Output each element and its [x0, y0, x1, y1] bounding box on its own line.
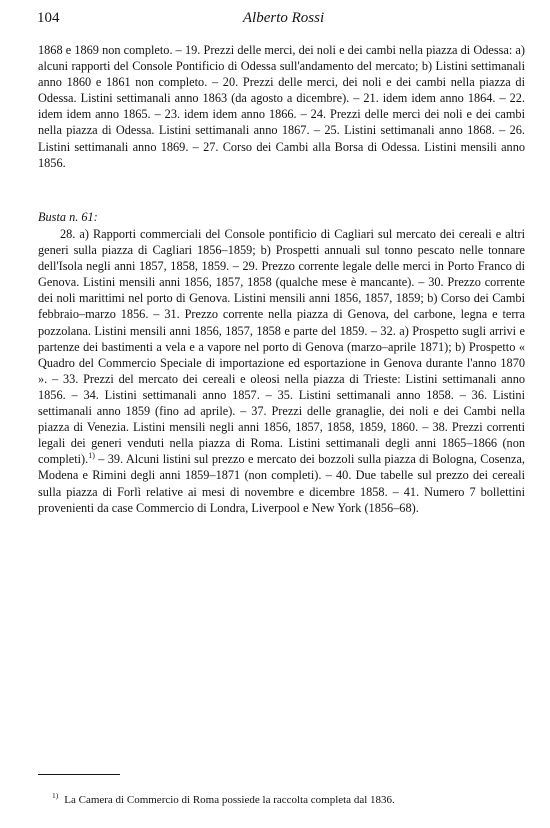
- body-paragraph: [38, 42, 525, 171]
- running-head: [37, 10, 530, 32]
- page-number: 104: [37, 10, 60, 26]
- footnote-reference[interactable]: 1): [88, 451, 95, 461]
- body-paragraph: [38, 226, 525, 516]
- paragraph-text-continued: – 39. Alcuni listini sul prezzo e mercato dei bozzoli sulla piazza di Bologna, Cosenza, Modena e Rimini degli anni 1859–1871 (non completi). – 40. Due tabelle sul prezzo dei cereali sulla piazza di Forlì relative ai mesi di novembre e dicembre 1858. – 41. Numero 7 bollettini provenienti da case Commercio di Londra, Liverpool e New York (1856–68).: [38, 452, 525, 515]
- paragraph-text: 1868 e 1869 non completo. – 19. Prezzi delle merci, dei noli e dei cambi nella piazza di Odessa: a) alcuni rapporti del Console Pontificio di Odessa sull'andamento del mercato; b) Listini settimanali anno 1860 e 1861 non completo. – 20. Prezzi delle merci, dei noli e dei cambi nella piazza di Odessa. Listini settimanali anno 1863 (da agosto a dicembre). – 21. idem idem anno 1864. – 22. idem idem anno 1865. – 23. idem idem anno 1866. – 24. Prezzi delle merci dei noli e dei cambi nella piazza di Odessa. Listini settimanali anno 1867. – 25. Listini settimanali anno 1868. – 26. Listini settimanali anno 1869. – 27. Corso dei Cambi alla Borsa di Odessa. Listini mensili anno 1856.: [38, 43, 525, 170]
- footnote: [52, 793, 512, 807]
- footnote-text: La Camera di Commercio di Roma possiede la raccolta completa dal 1836.: [64, 794, 395, 806]
- section-label: Busta n. 61:: [38, 210, 98, 224]
- footnote-divider: [38, 774, 120, 775]
- running-title: Alberto Rossi: [242, 10, 325, 26]
- paragraph-text: 28. a) Rapporti commerciali del Console pontificio di Cagliari sul mercato dei cereali e altri generi sulla piazza di Cagliari 1856–1859; b) Prospetti annuali sul tonno pescato nelle tonnare dell'Isola negli anni 1857, 1858, 1859. – 29. Prezzo corrente legale delle merci in Porto Franco di Genova. Listini mensili anni 1856, 1857, 1858 (qualche mese è mancante). – 30. Prezzo corrente dei noli marittimi nel porto di Genova. Listini mensili anni 1856, 1857, 1859; b) Corso dei Cambi febbraio–marzo 1856. – 31. Prezzo corrente nella piazza di Genova, del carbone, legna e terra pozzolana. Listini mensili anni 1856, 1857, 1858 e parte del 1859. – 32. a) Prospetto sugli arrivi e partenze dei bastimenti a vela e a vapore nel porto di Genova (marzo–aprile 1871); b) Prospetto « Quadro del Commercio Speciale di importazione ed esportazione in Genova durante l'anno 1870 ». – 33. Prezzi del mercato dei cereali e oleosi nella piazza di Trieste: Listini settimanali anno 1856. – 34. Listini settimanali anno 1857. – 35. Listini settimanali anno 1858. – 36. Listini settimanali anno 1859 (fino ad aprile). – 37. Prezzi delle granaglie, dei noli e dei Cambi nella piazza di Venezia. Listini mensili negli anni 1856, 1857, 1858, 1859, 1860. – 38. Prezzi correnti legali dei generi venduti nella piazza di Roma. Listini settimanali degli anni 1865–1866 (non completi).: [38, 227, 525, 467]
- footnote-marker: 1): [52, 791, 59, 801]
